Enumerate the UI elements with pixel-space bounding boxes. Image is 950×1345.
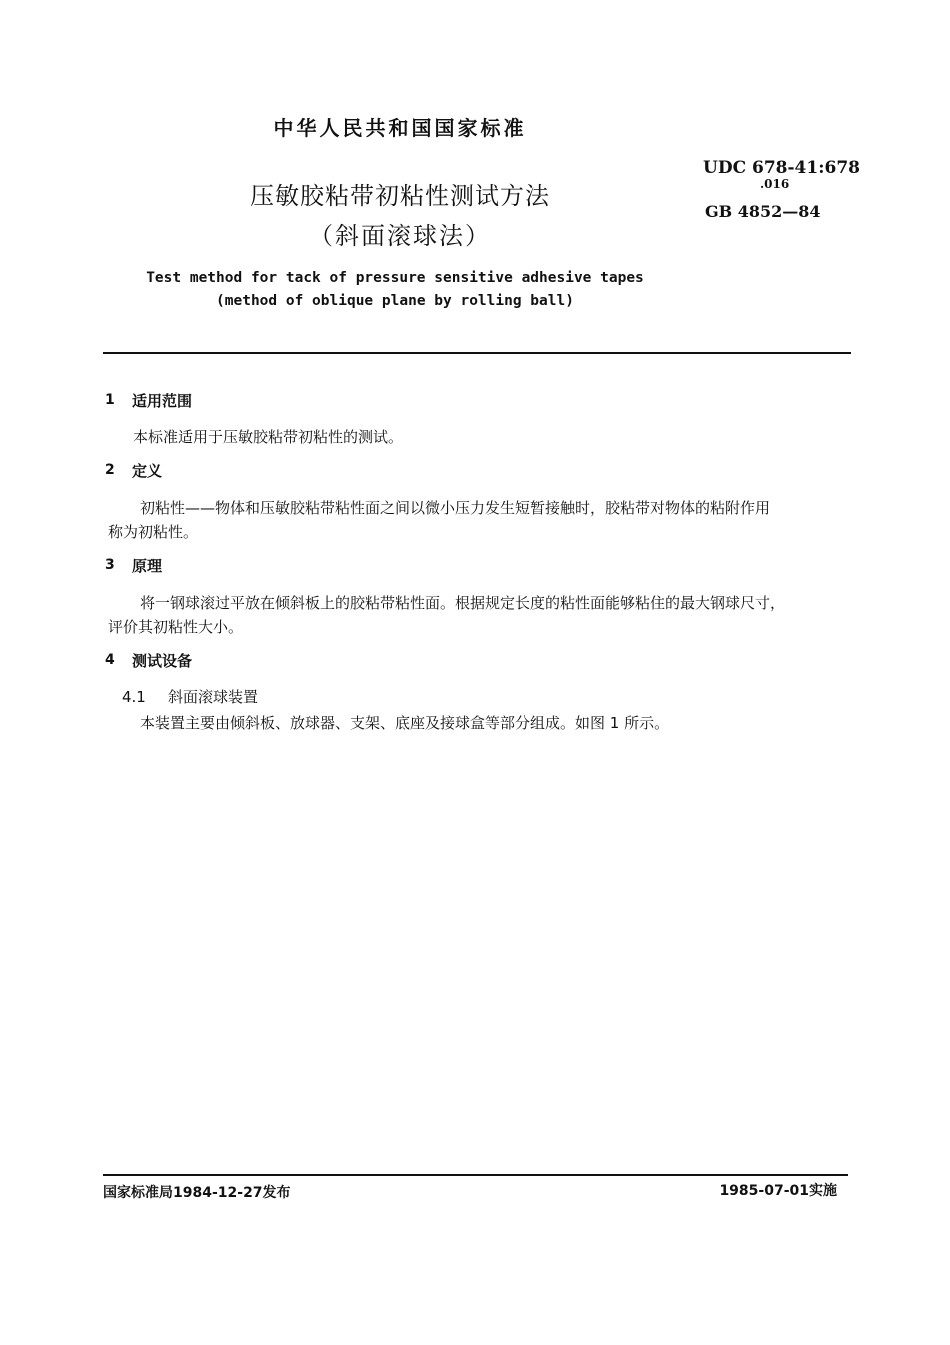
header-divider	[103, 352, 851, 354]
section-1-number: 1	[105, 392, 115, 408]
udc-code: UDC 678-41:678	[703, 158, 860, 178]
effective-date: 1985-07-01实施	[719, 1183, 837, 1199]
section-2-text-line1: 初粘性——物体和压敏胶粘带粘性面之间以微小压力发生短暂接触时，胶粘带对物体的粘附作用	[140, 499, 771, 517]
section-3-text-line1: 将一钢球滚过平放在倾斜板上的胶粘带粘性面。根据规定长度的粘性面能够粘住的最大钢球尺寸，	[140, 594, 786, 612]
issue-date: 国家标准局1984-12-27发布	[103, 1185, 291, 1201]
section-3-text-line2: 评价其初粘性大小。	[108, 618, 244, 636]
english-title: Test method for tack of pressure sensitive adhesive tapes	[146, 270, 644, 286]
standard-title: 压敏胶粘带初粘性测试方法	[250, 182, 550, 210]
subsection-4-1-number: 4.1	[122, 688, 146, 706]
udc-code-suffix: .016	[760, 177, 790, 191]
gb-code: GB 4852—84	[705, 202, 821, 221]
english-subtitle: (method of oblique plane by rolling ball)	[216, 293, 574, 309]
footer-divider	[103, 1174, 848, 1176]
section-4-title: 测试设备	[132, 652, 193, 670]
section-1-text: 本标准适用于压敏胶粘带初粘性的测试。	[133, 428, 404, 446]
section-3-number: 3	[105, 557, 115, 573]
section-2-number: 2	[105, 462, 115, 478]
section-2-title: 定义	[132, 462, 163, 480]
section-4-number: 4	[105, 652, 115, 668]
issuing-authority: 中华人民共和国国家标准	[273, 116, 527, 140]
section-2-text-line2: 称为初粘性。	[108, 523, 199, 541]
subsection-4-1-text: 本装置主要由倾斜板、放球器、支架、底座及接球盒等部分组成。如图 1 所示。	[140, 714, 670, 732]
section-1-title: 适用范围	[132, 392, 193, 410]
section-3-title: 原理	[132, 557, 163, 575]
standard-subtitle: （斜面滚球法）	[309, 222, 491, 250]
subsection-4-1-title: 斜面滚球装置	[168, 688, 259, 706]
